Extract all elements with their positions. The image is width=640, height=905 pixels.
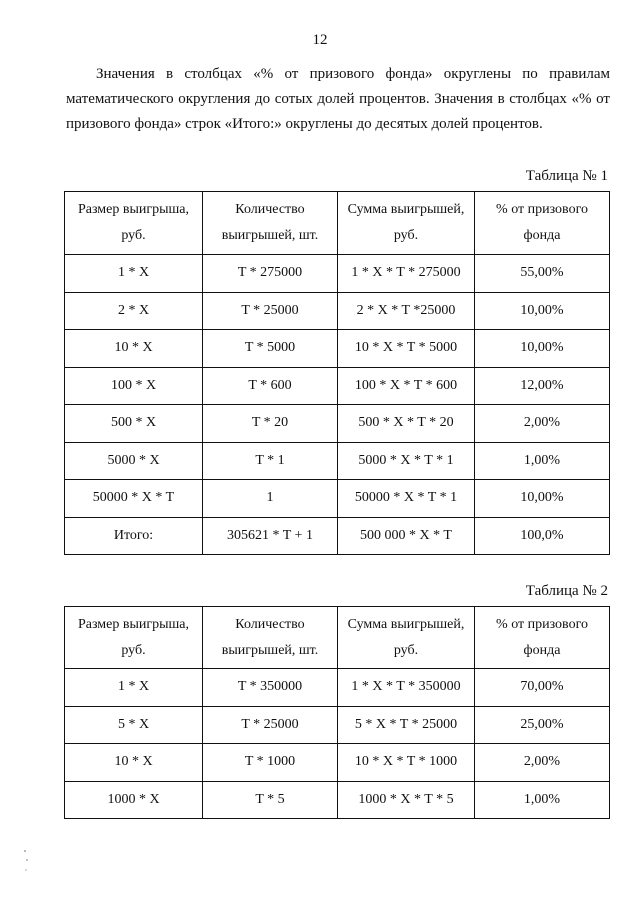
cell-prize-sum: 1 * X * T * 350000: [338, 669, 475, 707]
cell-prize-count: T * 1: [203, 442, 338, 480]
header-prize-count: Количество выигрышей, шт.: [203, 607, 338, 669]
cell-prize-size: 100 * X: [65, 367, 203, 405]
header-prize-size: Размер выигрыша, руб.: [65, 192, 203, 255]
cell-prize-size: 5 * X: [65, 706, 203, 744]
cell-prize-sum: 10 * X * T * 5000: [338, 330, 475, 368]
cell-prize-size: 1000 * X: [65, 781, 203, 819]
cell-prize-count: T * 5000: [203, 330, 338, 368]
cell-fund-percent: 10,00%: [475, 292, 610, 330]
table-row: [65, 442, 610, 480]
table-header-row: [65, 607, 610, 669]
cell-prize-count: T * 25000: [203, 706, 338, 744]
cell-fund-percent: 12,00%: [475, 367, 610, 405]
table-row: [65, 255, 610, 293]
cell-total-count: 305621 * T + 1: [203, 517, 338, 555]
cell-fund-percent: 55,00%: [475, 255, 610, 293]
table-row: [65, 706, 610, 744]
intro-paragraph-text: Значения в столбцах «% от призового фонда» округлены по правилам математического округления до сотых долей процентов. Значения в столбцах «% от призового фонда» строк «Итого:» округлены до десятых долей процентов.: [66, 66, 610, 132]
cell-prize-size: 2 * X: [65, 292, 203, 330]
header-prize-sum: Сумма выигрышей, руб.: [338, 192, 475, 255]
cell-prize-count: T * 1000: [203, 744, 338, 782]
table-total-row: [65, 517, 610, 555]
cell-fund-percent: 1,00%: [475, 442, 610, 480]
cell-prize-count: T * 25000: [203, 292, 338, 330]
header-prize-count: Количество выигрышей, шт.: [203, 192, 338, 255]
page-number: 12: [312, 32, 328, 48]
table-row: [65, 405, 610, 443]
table-row: [65, 744, 610, 782]
cell-prize-size: 500 * X: [65, 405, 203, 443]
cell-fund-percent: 25,00%: [475, 706, 610, 744]
table-row: [65, 330, 610, 368]
table-row: [65, 480, 610, 518]
table-row: [65, 781, 610, 819]
cell-prize-sum: 5 * X * T * 25000: [338, 706, 475, 744]
cell-prize-sum: 2 * X * T *25000: [338, 292, 475, 330]
scan-specks: [22, 848, 42, 878]
header-prize-size: Размер выигрыша, руб.: [65, 607, 203, 669]
header-prize-sum: Сумма выигрышей, руб.: [338, 607, 475, 669]
cell-fund-percent: 2,00%: [475, 744, 610, 782]
cell-prize-sum: 100 * X * T * 600: [338, 367, 475, 405]
cell-prize-count: T * 600: [203, 367, 338, 405]
intro-paragraph: [66, 62, 610, 137]
table-row: [65, 367, 610, 405]
cell-fund-percent: 2,00%: [475, 405, 610, 443]
cell-total-percent: 100,0%: [475, 517, 610, 555]
cell-prize-sum: 500 * X * T * 20: [338, 405, 475, 443]
cell-prize-sum: 10 * X * T * 1000: [338, 744, 475, 782]
cell-prize-size: 50000 * X * T: [65, 480, 203, 518]
cell-prize-size: 1 * X: [65, 255, 203, 293]
cell-prize-sum: 5000 * X * T * 1: [338, 442, 475, 480]
cell-prize-size: 10 * X: [65, 330, 203, 368]
cell-fund-percent: 10,00%: [475, 480, 610, 518]
table-row: [65, 292, 610, 330]
cell-prize-count: T * 5: [203, 781, 338, 819]
table1-caption: Таблица № 1: [525, 168, 608, 184]
cell-prize-count: T * 275000: [203, 255, 338, 293]
cell-fund-percent: 1,00%: [475, 781, 610, 819]
cell-total-label: Итого:: [65, 517, 203, 555]
cell-prize-size: 1 * X: [65, 669, 203, 707]
cell-prize-sum: 50000 * X * T * 1: [338, 480, 475, 518]
cell-prize-count: 1: [203, 480, 338, 518]
prize-table-2: [64, 606, 610, 819]
cell-fund-percent: 10,00%: [475, 330, 610, 368]
table-row: [65, 669, 610, 707]
table-header-row: [65, 192, 610, 255]
header-fund-percent: % от призового фонда: [475, 192, 610, 255]
cell-prize-count: T * 20: [203, 405, 338, 443]
header-fund-percent: % от призового фонда: [475, 607, 610, 669]
cell-fund-percent: 70,00%: [475, 669, 610, 707]
cell-prize-size: 5000 * X: [65, 442, 203, 480]
cell-prize-size: 10 * X: [65, 744, 203, 782]
cell-total-sum: 500 000 * X * T: [338, 517, 475, 555]
prize-table-1: [64, 191, 610, 555]
cell-prize-count: T * 350000: [203, 669, 338, 707]
cell-prize-sum: 1000 * X * T * 5: [338, 781, 475, 819]
table2-caption: Таблица № 2: [525, 583, 608, 599]
cell-prize-sum: 1 * X * T * 275000: [338, 255, 475, 293]
